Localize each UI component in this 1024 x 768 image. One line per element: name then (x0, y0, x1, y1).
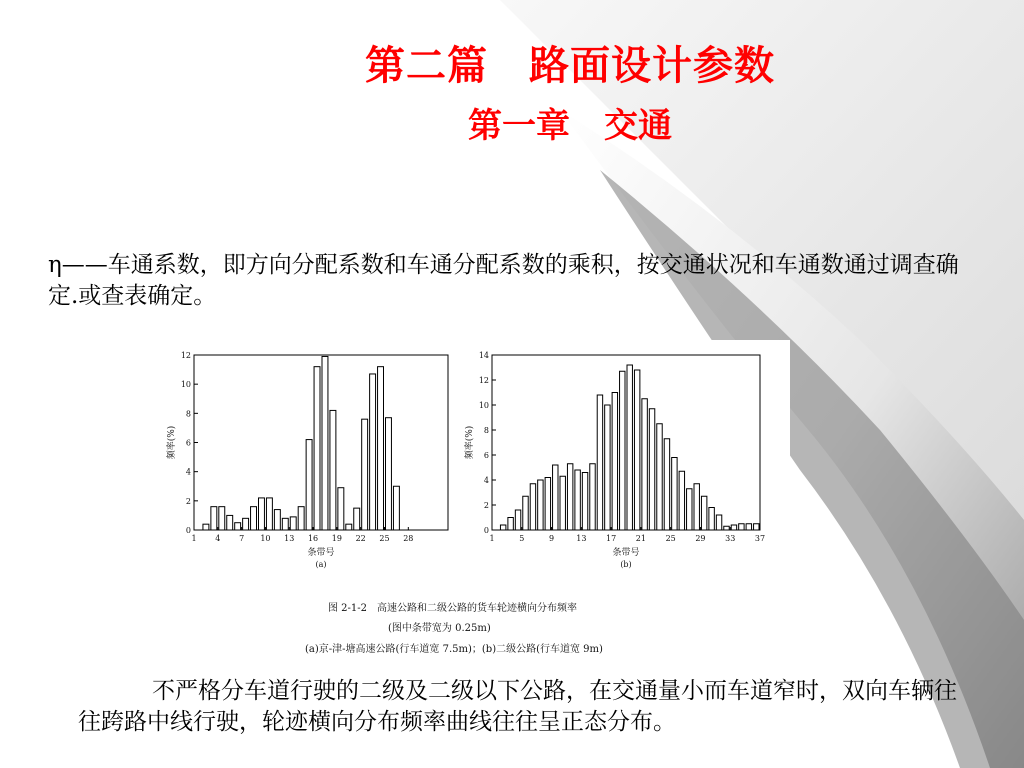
bar (203, 524, 209, 530)
x-tick-label: 21 (635, 534, 646, 543)
y-tick-label: 10 (478, 401, 489, 410)
x-tick-label: 4 (215, 534, 221, 543)
x-tick-label: 1 (191, 534, 197, 543)
bar (211, 507, 217, 530)
bar (227, 515, 233, 530)
bar (290, 517, 296, 530)
bar (508, 518, 513, 531)
bar (530, 484, 535, 530)
bar (370, 374, 376, 530)
y-axis-label: 频率(%) (167, 425, 177, 460)
bar (754, 524, 759, 530)
bar (274, 510, 280, 530)
bar (235, 523, 241, 530)
bar (354, 508, 360, 530)
y-tick-label: 10 (180, 380, 191, 390)
bar (322, 356, 328, 530)
bar (362, 419, 368, 530)
y-tick-label: 8 (185, 409, 191, 419)
bar (612, 393, 617, 531)
y-tick-label: 4 (483, 476, 489, 485)
bar (582, 473, 587, 531)
x-tick-label: 9 (549, 534, 555, 543)
figure-caption-panels: (a)京-津-塘高速公路(行车道宽 7.5m)；(b)二级公路(行车道宽 9m) (305, 644, 603, 655)
bar (687, 489, 692, 530)
bar (605, 405, 610, 530)
x-tick-label: 13 (576, 534, 587, 543)
bar (731, 525, 736, 530)
bar (724, 526, 729, 530)
bar (627, 365, 632, 530)
bar (266, 498, 272, 530)
bar (634, 370, 639, 530)
eta-symbol: η (48, 252, 62, 278)
bar (716, 515, 721, 530)
x-tick-label: 7 (239, 534, 245, 543)
bar (251, 507, 257, 530)
bar (515, 510, 520, 530)
bar (330, 410, 336, 530)
bar (545, 478, 550, 531)
bar (393, 486, 399, 530)
x-axis-label: 条带号 (612, 548, 640, 558)
bar (282, 518, 288, 530)
bar (314, 367, 320, 530)
x-tick-label: 29 (695, 534, 706, 543)
bar (338, 488, 344, 530)
y-tick-label: 4 (185, 467, 191, 477)
bar (243, 518, 249, 530)
x-axis-label: 条带号 (307, 548, 335, 558)
bar (649, 409, 654, 530)
x-tick-label: 19 (331, 534, 342, 543)
figure-caption-title: 图 2-1-2 高速公路和二级公路的货车轮迹横向分布频率 (328, 603, 578, 614)
slide-subtitle: 第一章 交通 (468, 106, 672, 146)
bar (298, 507, 304, 530)
bar (575, 470, 580, 530)
y-tick-label: 2 (185, 496, 191, 506)
bar (523, 496, 528, 530)
bar (553, 465, 558, 530)
y-axis-label: 频率(%) (465, 425, 475, 460)
bar (386, 418, 392, 530)
x-tick-label: 28 (403, 534, 414, 543)
x-tick-label: 16 (307, 534, 319, 543)
y-tick-label: 6 (483, 451, 489, 460)
paragraph-eta-text: ——车通系数，即方向分配系数和车通分配系数的乘积，按交通状况和车通数通过调查确定.或查表确定。 (48, 252, 959, 309)
bar (597, 395, 602, 530)
bar (500, 525, 505, 530)
bar (219, 507, 225, 530)
bar (739, 524, 744, 530)
bar (538, 480, 543, 530)
bar (620, 371, 625, 530)
bar (709, 508, 714, 531)
y-tick-label: 0 (185, 526, 191, 535)
x-tick-label: 10 (260, 534, 271, 543)
y-tick-label: 12 (478, 376, 489, 385)
bar (746, 524, 751, 530)
x-tick-label: 25 (379, 534, 390, 543)
x-tick-label: 22 (355, 534, 366, 543)
bar (664, 439, 669, 530)
bar (642, 399, 647, 530)
x-tick-label: 37 (754, 534, 766, 543)
x-tick-label: 13 (284, 534, 295, 543)
bar (306, 440, 312, 530)
bar (701, 496, 706, 530)
bar (694, 484, 699, 530)
y-tick-label: 2 (483, 501, 489, 510)
paragraph-normal-distribution: 不严格分车道行驶的二级及二级以下公路，在交通量小而车道窄时，双向车辆往往跨路中线行驶，轮迹横向分布频率曲线往往呈正态分布。 (78, 678, 957, 735)
bar (679, 471, 684, 530)
bar (560, 476, 565, 530)
x-tick-label: 33 (725, 534, 736, 543)
bar (346, 524, 352, 530)
figure-lateral-distribution (150, 340, 790, 670)
y-tick-label: 0 (483, 526, 489, 535)
bar (567, 464, 572, 530)
x-tick-label: 5 (519, 534, 525, 543)
y-tick-label: 14 (478, 351, 489, 360)
panel-label: (b) (620, 560, 632, 569)
x-tick-label: 25 (665, 534, 676, 543)
y-tick-label: 6 (185, 438, 191, 448)
slide-title: 第二篇 路面设计参数 (365, 43, 775, 89)
paragraph-eta-definition (48, 250, 963, 312)
bar (590, 464, 595, 530)
x-tick-label: 17 (606, 534, 617, 543)
bar (657, 424, 662, 530)
y-tick-label: 12 (180, 351, 191, 360)
panel-label: (a) (315, 560, 327, 569)
bar (259, 498, 265, 530)
bar (378, 367, 384, 530)
y-tick-label: 8 (483, 426, 489, 435)
figure-caption-note: (图中条带宽为 0.25m) (388, 623, 491, 634)
bar (672, 458, 677, 531)
x-tick-label: 1 (489, 534, 495, 543)
